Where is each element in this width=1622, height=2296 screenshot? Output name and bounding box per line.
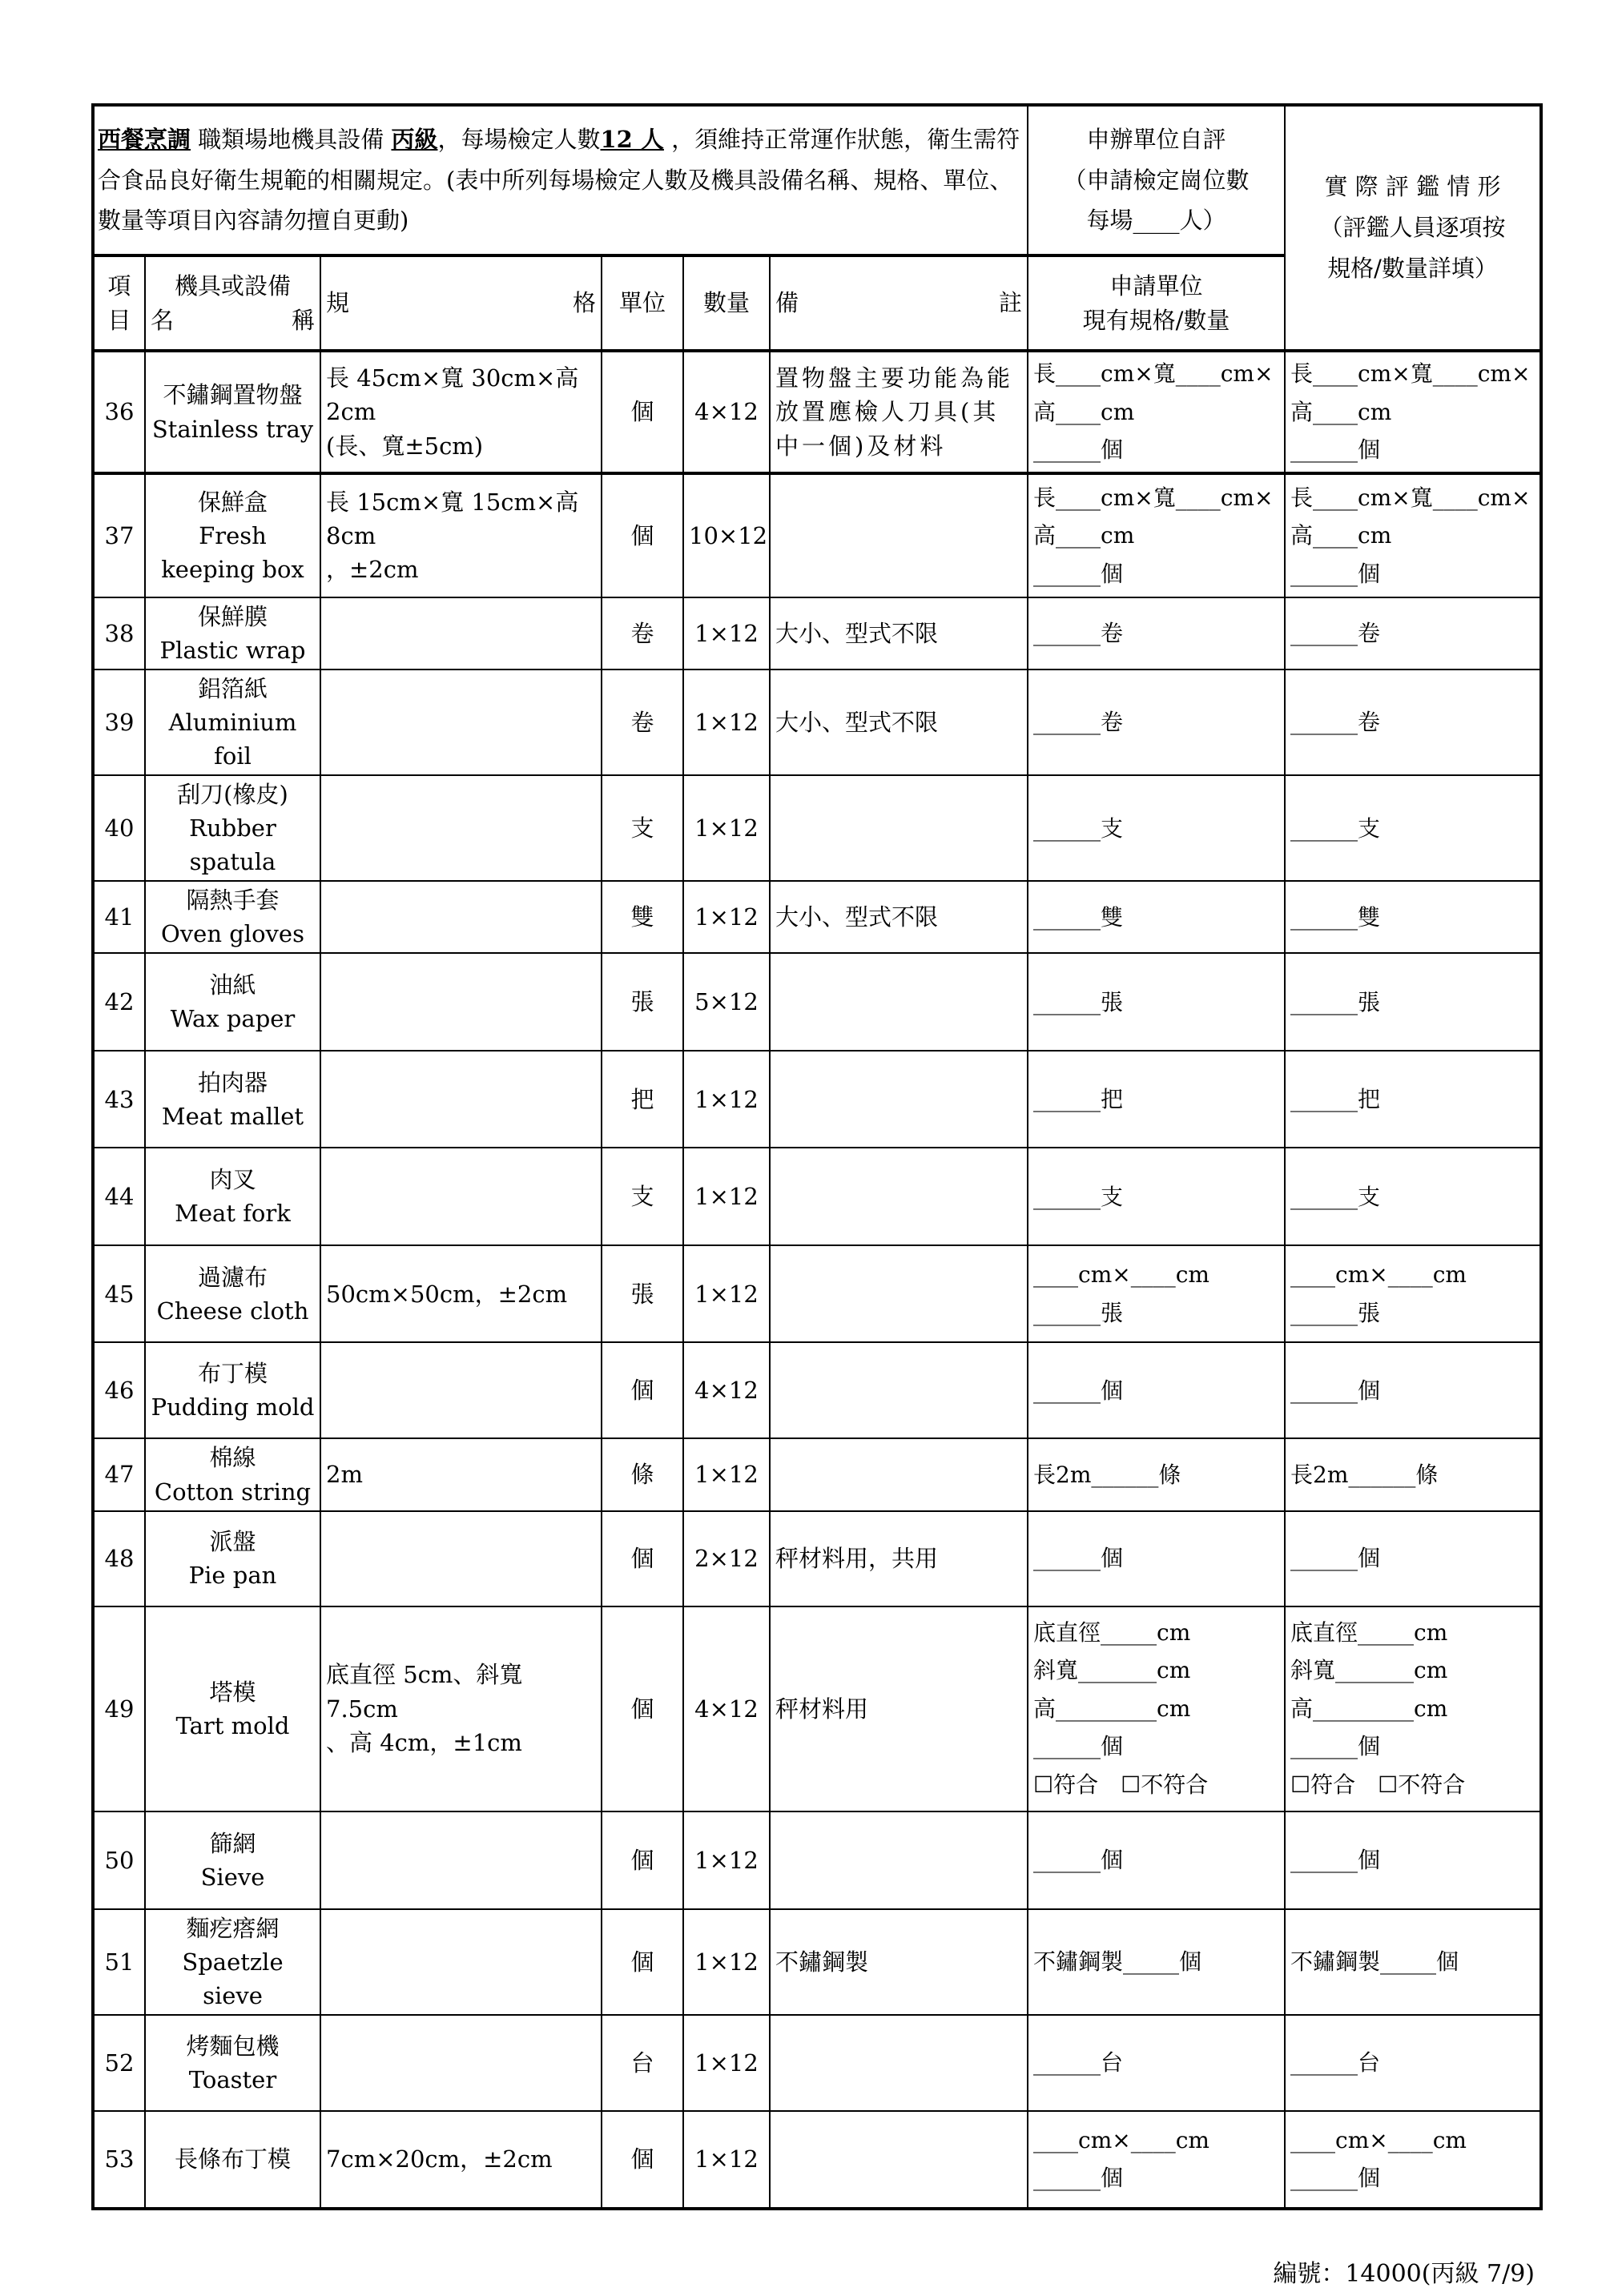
actual-eval-field[interactable]: 長____cm×寬____cm× 高____cm ______個 — [1285, 473, 1541, 597]
spec: 長 15cm×寬 15cm×高 8cm ，±2cm — [320, 473, 602, 597]
item-number: 43 — [93, 1051, 145, 1148]
item-number: 38 — [93, 597, 145, 669]
equipment-name: 布丁模 Pudding mold — [145, 1342, 320, 1438]
quantity: 1×12 — [683, 2111, 770, 2209]
unit: 張 — [602, 1245, 683, 1342]
col-current: 申請單位 現有規格/數量 — [1028, 255, 1285, 351]
quantity: 1×12 — [683, 1245, 770, 1342]
table-row — [93, 1051, 1541, 1148]
self-eval-field[interactable]: ______卷 — [1028, 597, 1285, 669]
col-spec — [320, 255, 602, 351]
actual-eval-field[interactable]: ______卷 — [1285, 597, 1541, 669]
equipment-name: 肉叉 Meat fork — [145, 1148, 320, 1245]
table-row — [93, 597, 1541, 669]
actual-eval-field[interactable]: ______支 — [1285, 775, 1541, 881]
equipment-name: 烤麵包機 Toaster — [145, 2015, 320, 2111]
self-eval-field[interactable]: ______支 — [1028, 1148, 1285, 1245]
spec — [320, 1909, 602, 2015]
quantity: 1×12 — [683, 1909, 770, 2015]
equipment-name: 刮刀(橡皮) Rubber spatula — [145, 775, 320, 881]
unit: 個 — [602, 351, 683, 473]
col-note-b: 註 — [999, 289, 1023, 317]
note: 大小、型式不限 — [770, 669, 1028, 775]
item-number: 42 — [93, 953, 145, 1051]
equipment-name: 鋁箔紙 Aluminium foil — [145, 669, 320, 775]
unit: 卷 — [602, 669, 683, 775]
quantity: 1×12 — [683, 597, 770, 669]
item-number: 45 — [93, 1245, 145, 1342]
col-note-a: 備 — [775, 289, 799, 317]
item-number: 46 — [93, 1342, 145, 1438]
col-qty: 數量 — [683, 255, 770, 351]
col-name — [145, 255, 320, 351]
table-row — [93, 1342, 1541, 1438]
table-row — [93, 1148, 1541, 1245]
actual-eval-field[interactable]: ______個 — [1285, 1811, 1541, 1909]
equipment-name: 塔模 Tart mold — [145, 1606, 320, 1811]
table-row — [93, 953, 1541, 1051]
item-number: 51 — [93, 1909, 145, 2015]
unit: 把 — [602, 1051, 683, 1148]
table-row — [93, 881, 1541, 953]
actual-eval-field[interactable]: 長____cm×寬____cm× 高____cm ______個 — [1285, 351, 1541, 473]
item-number: 49 — [93, 1606, 145, 1811]
quantity: 1×12 — [683, 881, 770, 953]
per-session-count: 12 人 — [600, 125, 664, 153]
intro-text: ，每場檢定人數 — [437, 125, 601, 153]
note — [770, 1148, 1028, 1245]
equipment-name: 保鮮膜 Plastic wrap — [145, 597, 320, 669]
unit: 支 — [602, 1148, 683, 1245]
note — [770, 1051, 1028, 1148]
quantity: 1×12 — [683, 669, 770, 775]
unit: 個 — [602, 1909, 683, 2015]
quantity: 1×12 — [683, 775, 770, 881]
col-spec-a: 規 — [326, 289, 350, 317]
spec: 2m — [320, 1438, 602, 1510]
note: 大小、型式不限 — [770, 597, 1028, 669]
quantity: 1×12 — [683, 1051, 770, 1148]
quantity: 1×12 — [683, 1148, 770, 1245]
actual-eval-field[interactable]: ______卷 — [1285, 669, 1541, 775]
unit: 台 — [602, 2015, 683, 2111]
note — [770, 473, 1028, 597]
self-eval-field[interactable]: ______個 — [1028, 1511, 1285, 1606]
note — [770, 1438, 1028, 1510]
table-row — [93, 1438, 1541, 1510]
spec: 長 45cm×寬 30cm×高 2cm (長、寬±5cm) — [320, 351, 602, 473]
document-number: 編號：14000(丙級 7/9) — [1273, 2259, 1535, 2288]
equipment-name: 長條布丁模 — [145, 2111, 320, 2209]
self-eval-field[interactable]: ______雙 — [1028, 881, 1285, 953]
spec: 7cm×20cm，±2cm — [320, 2111, 602, 2209]
equipment-name: 過濾布 Cheese cloth — [145, 1245, 320, 1342]
quantity: 1×12 — [683, 1438, 770, 1510]
item-number: 50 — [93, 1811, 145, 1909]
note — [770, 775, 1028, 881]
unit: 個 — [602, 1342, 683, 1438]
self-eval-field[interactable]: ____cm×____cm ______張 — [1028, 1245, 1285, 1342]
actual-eval-field[interactable]: 底直徑_____cm 斜寬_______cm 高_________cm ______個 ☐符合 ☐不符合 — [1285, 1606, 1541, 1811]
spec — [320, 775, 602, 881]
item-number: 47 — [93, 1438, 145, 1510]
actual-eval-field[interactable]: 長2m______條 — [1285, 1438, 1541, 1510]
spec — [320, 881, 602, 953]
item-number: 39 — [93, 669, 145, 775]
spec: 50cm×50cm，±2cm — [320, 1245, 602, 1342]
col-spec-b: 格 — [572, 289, 596, 317]
quantity: 10×12 — [683, 473, 770, 597]
table-row — [93, 669, 1541, 775]
quantity: 2×12 — [683, 1511, 770, 1606]
unit: 個 — [602, 2111, 683, 2209]
table-row — [93, 2111, 1541, 2209]
self-eval-field[interactable]: ______把 — [1028, 1051, 1285, 1148]
actual-eval-header: 實 際 評 鑑 情 形 （評鑑人員逐項按 規格/數量詳填） — [1285, 105, 1541, 351]
unit: 個 — [602, 473, 683, 597]
self-eval-field[interactable]: 長____cm×寬____cm× 高____cm ______個 — [1028, 473, 1285, 597]
quantity: 4×12 — [683, 1342, 770, 1438]
table-row — [93, 351, 1541, 473]
intro-text: 職類場地機具設備 — [191, 125, 392, 153]
item-number: 41 — [93, 881, 145, 953]
table-row — [93, 473, 1541, 597]
spec — [320, 1511, 602, 1606]
equipment-name: 油紙 Wax paper — [145, 953, 320, 1051]
col-name-b2: 稱 — [291, 306, 315, 334]
col-item: 項 目 — [93, 255, 145, 351]
actual-eval-field[interactable]: ______台 — [1285, 2015, 1541, 2111]
equipment-table — [91, 103, 1543, 2210]
spec — [320, 1148, 602, 1245]
intro-text: ，須維持正常運作狀態，衛生需符合食品良好衛生規範的相關規定。(表中所列每場檢定人數及機具設備名稱、規格、單位、數量等項目內容請勿擅自更動) — [98, 125, 1020, 235]
table-row — [93, 1909, 1541, 2015]
quantity: 1×12 — [683, 1811, 770, 1909]
actual-eval-field[interactable]: ______雙 — [1285, 881, 1541, 953]
spec — [320, 2015, 602, 2111]
actual-eval-field[interactable]: ______個 — [1285, 1342, 1541, 1438]
self-eval-field[interactable]: 長2m______條 — [1028, 1438, 1285, 1510]
table-row — [93, 775, 1541, 881]
table-row — [93, 2015, 1541, 2111]
actual-eval-field[interactable]: 不鏽鋼製_____個 — [1285, 1909, 1541, 2015]
table-row — [93, 1511, 1541, 1606]
unit: 張 — [602, 953, 683, 1051]
actual-eval-field[interactable]: ____cm×____cm ______個 — [1285, 2111, 1541, 2209]
spec — [320, 669, 602, 775]
self-eval-header: 申辦單位自評 （申請檢定崗位數 每場____人） — [1028, 105, 1285, 255]
note — [770, 1245, 1028, 1342]
spec — [320, 597, 602, 669]
equipment-name: 棉線 Cotton string — [145, 1438, 320, 1510]
unit: 個 — [602, 1811, 683, 1909]
table-row — [93, 1245, 1541, 1342]
note — [770, 1342, 1028, 1438]
actual-eval-field[interactable]: ______張 — [1285, 953, 1541, 1051]
self-eval-field[interactable]: ______卷 — [1028, 669, 1285, 775]
self-eval-field[interactable]: ______台 — [1028, 2015, 1285, 2111]
note: 不鏽鋼製 — [770, 1909, 1028, 2015]
unit: 個 — [602, 1606, 683, 1811]
actual-eval-field[interactable]: ______把 — [1285, 1051, 1541, 1148]
note — [770, 2111, 1028, 2209]
trade-name: 西餐烹調 — [98, 125, 191, 153]
spec: 底直徑 5cm、斜寬 7.5cm 、高 4cm，±1cm — [320, 1606, 602, 1811]
col-note — [770, 255, 1028, 351]
self-eval-field[interactable]: 長____cm×寬____cm× 高____cm ______個 — [1028, 351, 1285, 473]
unit: 卷 — [602, 597, 683, 669]
equipment-name: 不鏽鋼置物盤 Stainless tray — [145, 351, 320, 473]
table-intro — [93, 105, 1028, 255]
equipment-name: 派盤 Pie pan — [145, 1511, 320, 1606]
grade: 丙級 — [391, 125, 438, 153]
quantity: 4×12 — [683, 1606, 770, 1811]
equipment-name: 拍肉器 Meat mallet — [145, 1051, 320, 1148]
table-row — [93, 1606, 1541, 1811]
spec — [320, 1051, 602, 1148]
unit: 雙 — [602, 881, 683, 953]
col-name-b1: 名 — [151, 306, 175, 334]
item-number: 53 — [93, 2111, 145, 2209]
equipment-name: 保鮮盒 Fresh keeping box — [145, 473, 320, 597]
col-unit: 單位 — [602, 255, 683, 351]
actual-eval-field[interactable]: ______個 — [1285, 1511, 1541, 1606]
self-eval-field[interactable]: ____cm×____cm ______個 — [1028, 2111, 1285, 2209]
self-eval-field[interactable]: ______支 — [1028, 775, 1285, 881]
note: 秤材料用 — [770, 1606, 1028, 1811]
unit: 支 — [602, 775, 683, 881]
item-number: 36 — [93, 351, 145, 473]
self-eval-field[interactable]: 不鏽鋼製_____個 — [1028, 1909, 1285, 2015]
spec — [320, 1811, 602, 1909]
equipment-name: 隔熱手套 Oven gloves — [145, 881, 320, 953]
item-number: 44 — [93, 1148, 145, 1245]
note: 秤材料用，共用 — [770, 1511, 1028, 1606]
equipment-name: 麵疙瘩網 Spaetzle sieve — [145, 1909, 320, 2015]
self-eval-field[interactable]: ______個 — [1028, 1342, 1285, 1438]
note — [770, 1811, 1028, 1909]
table-row — [93, 1811, 1541, 1909]
equipment-name: 篩網 Sieve — [145, 1811, 320, 1909]
item-number: 52 — [93, 2015, 145, 2111]
note — [770, 953, 1028, 1051]
spec — [320, 1342, 602, 1438]
self-eval-field[interactable]: ______張 — [1028, 953, 1285, 1051]
quantity: 4×12 — [683, 351, 770, 473]
actual-eval-field[interactable]: ______支 — [1285, 1148, 1541, 1245]
actual-eval-field[interactable]: ____cm×____cm ______張 — [1285, 1245, 1541, 1342]
quantity: 5×12 — [683, 953, 770, 1051]
unit: 條 — [602, 1438, 683, 1510]
quantity: 1×12 — [683, 2015, 770, 2111]
note: 置物盤主要功能為能放置應檢人刀具(其中一個)及材料 — [770, 351, 1028, 473]
item-number: 37 — [93, 473, 145, 597]
note: 大小、型式不限 — [770, 881, 1028, 953]
spec — [320, 953, 602, 1051]
self-eval-field[interactable]: 底直徑_____cm 斜寬_______cm 高_________cm ______個 ☐符合 ☐不符合 — [1028, 1606, 1285, 1811]
item-number: 40 — [93, 775, 145, 881]
unit: 個 — [602, 1511, 683, 1606]
item-number: 48 — [93, 1511, 145, 1606]
self-eval-field[interactable]: ______個 — [1028, 1811, 1285, 1909]
note — [770, 2015, 1028, 2111]
col-name-a: 機具或設備 — [174, 272, 291, 300]
